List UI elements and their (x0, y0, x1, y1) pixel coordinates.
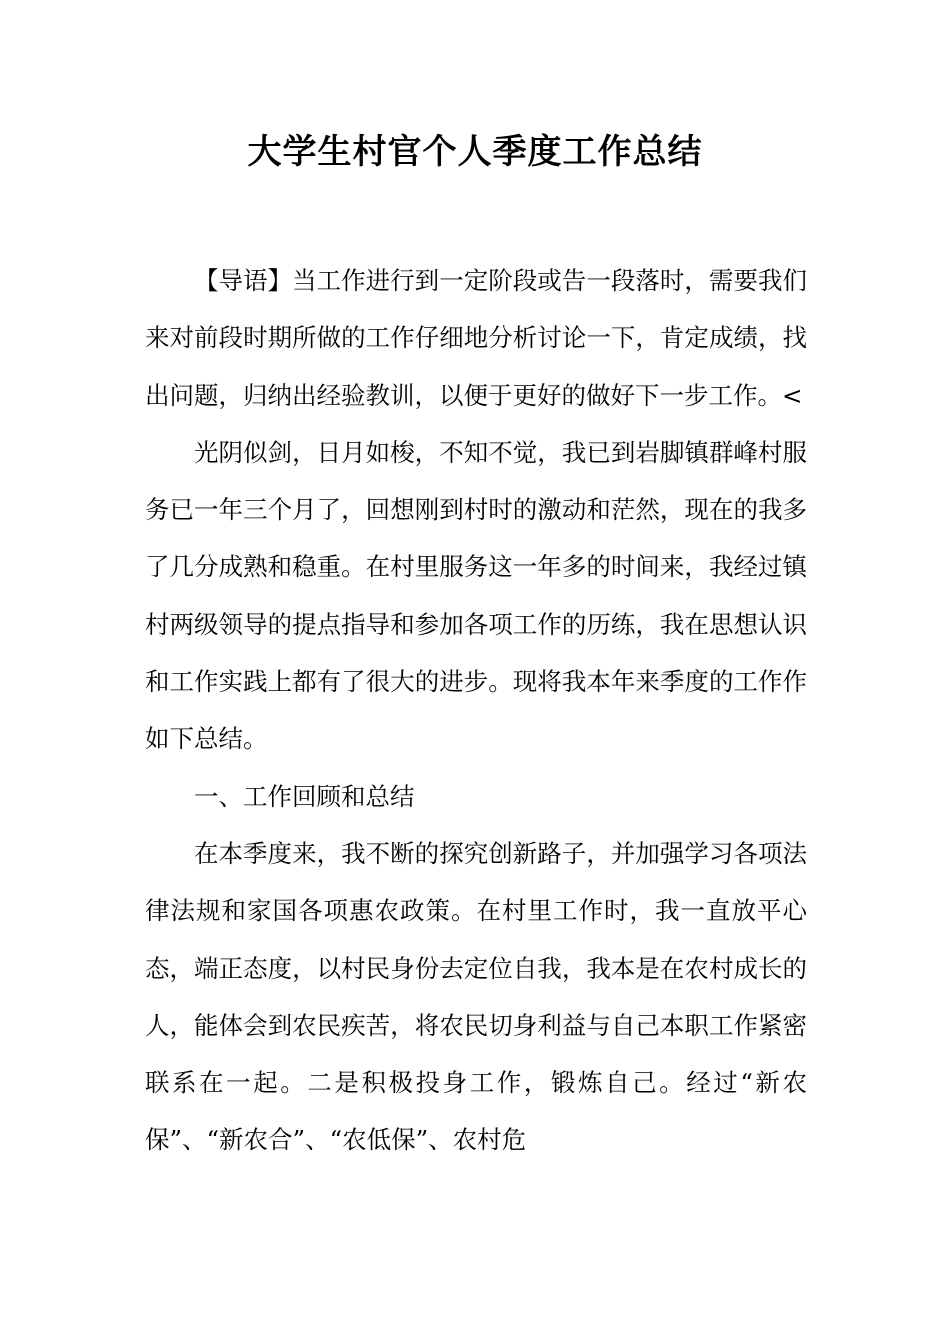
paragraph-intro: 【导语】当工作进行到一定阶段或告一段落时，需要我们来对前段时期所做的工作仔细地分析讨论一下，肯定成绩，找出问题，归纳出经验教训，以便于更好的做好下一步工作。< (145, 266, 807, 410)
paragraph-opening: 光阴似剑，日月如梭，不知不觉，我已到岩脚镇群峰村服务已一年三个月了，回想刚到村时的激动和茫然，现在的我多了几分成熟和稳重。在村里服务这一年多的时间来，我经过镇村两级领导的提点指导和参加各项工作的历练，我在思想认识和工作实践上都有了很大的进步。现将我本年来季度的工作作如下总结。 (145, 437, 807, 754)
document-title: 大学生村官个人季度工作总结 (247, 132, 703, 172)
paragraph-section-body: 在本季度来，我不断的探究创新路子，并加强学习各项法律法规和家国各项惠农政策。在村里工作时，我一直放平心态，端正态度，以村民身份去定位自我，我本是在农村成长的人，能体会到农民疾苦，将农民切身利益与自己本职工作紧密联系在一起。二是积极投身工作，锻炼自己。经过“新农保”、“新农合”、“农低保”、农村危 (145, 838, 807, 1155)
document-body (145, 252, 807, 1169)
section-heading: 一、工作回顾和总结 (194, 781, 415, 811)
